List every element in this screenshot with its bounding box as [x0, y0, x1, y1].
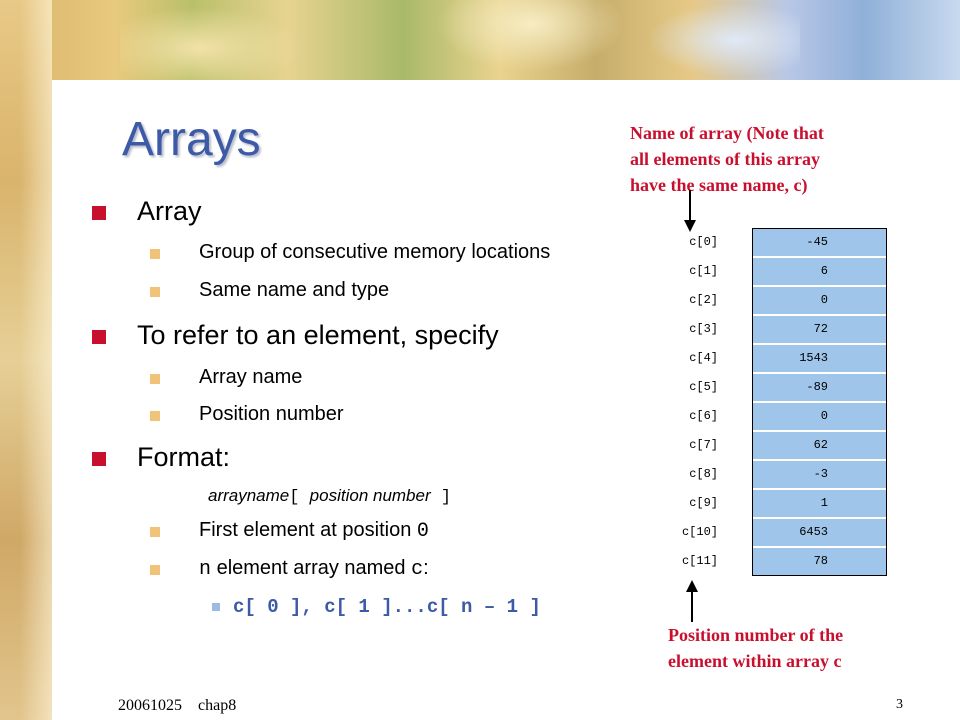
array-cell-value: 1 — [820, 496, 828, 510]
array-index-label: c[9] — [689, 496, 718, 510]
bullet-marker — [150, 374, 160, 384]
array-index-label: c[1] — [689, 264, 718, 278]
page-number: 3 — [896, 697, 903, 712]
bullet-n-element-array: n element array named c: — [199, 557, 429, 581]
code-index-range: c[ 0 ], c[ 1 ]...c[ n – 1 ] — [233, 596, 541, 618]
code-c: c — [411, 558, 424, 581]
bullet-array: Array — [137, 196, 202, 226]
array-cell-value: 1543 — [799, 351, 828, 365]
array-index-label: c[3] — [689, 322, 718, 336]
array-index-label: c[5] — [689, 380, 718, 394]
callout-array-name: Name of array (Note that all elements of this array have the same name, c) — [630, 123, 824, 195]
array-index-label: c[6] — [689, 409, 718, 423]
array-index-label: c[10] — [681, 525, 718, 539]
footer-date-chapter: 20061025 chap8 — [118, 697, 237, 714]
bullet-position-number: Position number — [199, 403, 344, 425]
array-cell-value: 0 — [820, 293, 828, 307]
leaf-decoration — [120, 0, 320, 80]
bullet-marker — [150, 565, 160, 575]
array-index-label: c[2] — [689, 293, 718, 307]
array-cell-value: 0 — [820, 409, 828, 423]
callout-position-number: Position number of the element within array c — [668, 625, 844, 671]
format-syntax — [208, 486, 451, 507]
bullet-marker — [92, 452, 106, 466]
decorative-sidebar — [0, 0, 52, 720]
array-cell-value: -89 — [806, 380, 828, 394]
bullet-marker — [212, 603, 220, 611]
leaf-decoration — [640, 0, 800, 80]
code-zero: 0 — [416, 520, 429, 543]
bullet-first-element: First element at position 0 — [199, 519, 429, 543]
bullet-marker — [150, 411, 160, 421]
array-cell-value: 72 — [813, 322, 828, 336]
bullet-marker — [92, 330, 106, 344]
array-frame — [752, 228, 887, 576]
bullet-refer-element: To refer to an element, specify — [137, 320, 499, 350]
array-index-label: c[7] — [689, 438, 718, 452]
array-cell-value: 6 — [820, 264, 828, 278]
array-cell-value: -45 — [806, 235, 828, 249]
array-cell-value: -3 — [813, 467, 828, 481]
leaf-decoration — [420, 0, 640, 80]
bullet-marker — [150, 287, 160, 297]
format-arrayname: arrayname — [208, 486, 290, 505]
bullet-consecutive-memory: Group of consecutive memory locations — [199, 241, 551, 263]
arrow-up-icon — [682, 580, 702, 622]
array-cell-value: 62 — [813, 438, 828, 452]
format-position-number: position number — [309, 486, 431, 505]
array-cell-value: 6453 — [799, 525, 828, 539]
bullet-marker — [150, 527, 160, 537]
slide-title: Arrays — [122, 113, 261, 166]
format-open-bracket: [ — [289, 488, 310, 507]
format-close-bracket: ] — [430, 488, 452, 507]
bullet-marker — [92, 206, 106, 220]
bullet-same-name-type: Same name and type — [199, 279, 390, 301]
arrow-down-icon — [680, 190, 700, 232]
decorative-banner — [0, 0, 960, 80]
array-cell-value: 78 — [813, 554, 828, 568]
array-index-label: c[0] — [689, 235, 718, 249]
array-index-label: c[11] — [681, 554, 718, 568]
array-index-label: c[4] — [689, 351, 718, 365]
bullet-marker — [150, 249, 160, 259]
bullet-format: Format: — [137, 442, 231, 472]
code-n: n — [199, 558, 212, 581]
bullet-array-name: Array name — [199, 366, 303, 388]
array-index-label: c[8] — [689, 467, 718, 481]
